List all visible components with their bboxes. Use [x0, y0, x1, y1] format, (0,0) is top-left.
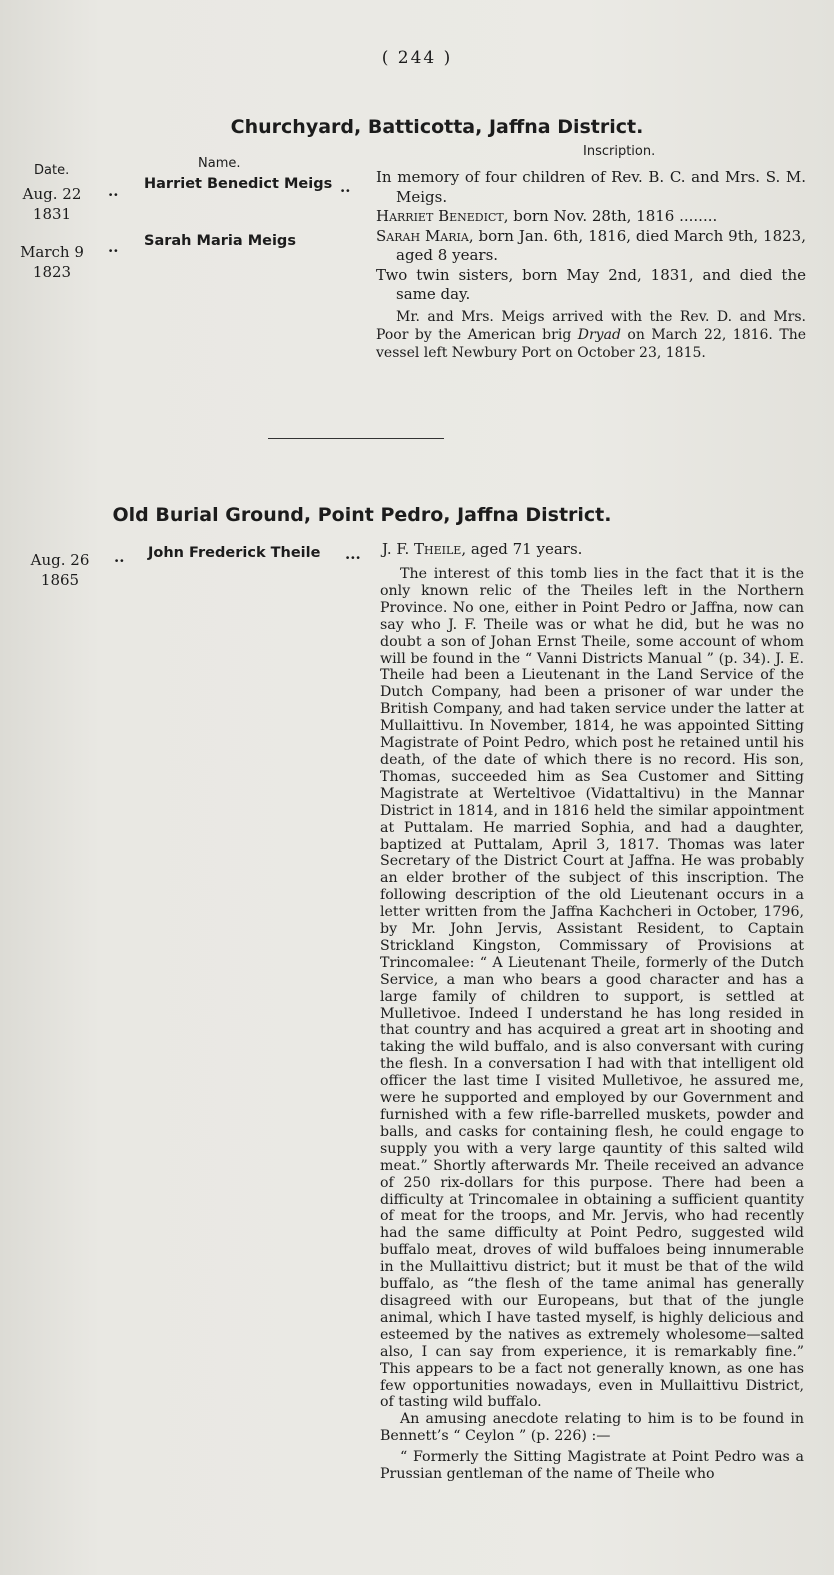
entry-year: 1865 [40, 571, 80, 589]
inscription-text: , born Nov. 28th, 1816 ........ [503, 207, 718, 225]
entry-date [12, 184, 92, 224]
ship-name: Dryad [577, 326, 621, 343]
column-header-name: Name. [198, 156, 241, 171]
inscription-line [376, 207, 806, 227]
commentary-paragraph: The interest of this tomb lies in the fact that it is the only known relic of the Theiles left in the Northern Province. No one, either in Point Pedro or Jaffna, now can say who J. F. Theile was or what he did, but he was no doubt a son of Johan Ernst Theile, some account of whom will be found in the “ Vanni Districts Manual ” (p. 34). J. E. Theile had been a Lieutenant in the Land Service of the Dutch Company, had been a prisoner of war under the British Company, and had taken service under the latter at Mullaittivu. In November, 1814, he was appointed Sitting Magistrate of Point Pedro, which post he retained until his death, of the date of which there is no record. His son, Thomas, succeeded him as Sea Customer and Sitting Magistrate at Werteltivoe (Vidattaltivu) in the Mannar District in 1814, and in 1816 held the similar appointment at Puttalam. He married Sophia, and had a daughter, baptized at Puttalam, April 3, 1817. Thomas was later Secretary of the District Court at Jaffna. He was probably an elder brother of the subject of this inscription. The following description of the old Lieutenant occurs in a letter written from the Jaffna Kachcheri in October, 1796, by Mr. John Jervis, Assistant Resident, to Captain Strickland Kingston, Commissary of Provisions at Trincomalee: “ A Lieutenant Theile, formerly of the Dutch Service, a man who bears a good character and has a large family of children to support, is settled at Mulletivoe. Indeed I understand he has long resided in that country and has acquired a great art in shooting and taking the wild buffalo, and is also conversant with curing the flesh. In a conversation I had with that intelligent old officer the last time I visited Mulletivoe, he assured me, were he supported and employed by our Government and furnished with a few rifle-barrelled muskets, powder and balls, and casks for containing flesh, he could engage to supply you with a very large qauntity of this salted wild meat.” Shortly afterwards Mr. Theile received an advance of 250 rix-dollars for this purpose. There had been a difficulty at Trincomalee in obtaining a sufficient quantity of meat for the troops, and Mr. Jervis, who had recently had the same difficulty at Point Pedro, suggested wild buffalo meat, droves of wild buffaloes being innumerable in the Mullaittivu district; but it must be that of the wild buffalo, as “the flesh of the tame animal has generally disagreed with our Europeans, but that of the jungle animal, which I have tasted myself, is highly delicious and esteemed by the natives as extremely wholesome—salted also, I can say from experience, it is remarkably fine.” This appears to be a fact not generally known, as one has few opportunities nowadays, even in Mullaittivu District, of tasting wild buffalo. [380, 566, 804, 1411]
note-text: Mr. and Mrs. Meigs arrived with the Rev. D. and Mrs. Poor by the American brig [376, 308, 806, 343]
commentary [380, 566, 804, 1483]
section-divider [268, 438, 444, 439]
inscription-point-pedro [382, 540, 812, 560]
leader-dots: .. [108, 238, 119, 256]
inscription-name: Sarah Maria [376, 226, 469, 245]
inscription-line [382, 540, 812, 560]
section-heading-batticotta: Churchyard, Batticotta, Jaffna District. [230, 116, 644, 138]
entry-name: Sarah Maria Meigs [144, 233, 296, 249]
entry-year: 1831 [32, 205, 72, 223]
entry-day: Aug. 22 [22, 185, 82, 203]
inscription-name: J. F. Theile [382, 540, 462, 558]
leader-dots: .. [114, 548, 125, 566]
entry-day: March 9 [20, 243, 84, 261]
entry-name: John Frederick Theile [148, 545, 321, 561]
commentary-paragraph: An amusing anecdote relating to him is to be found in Bennett’s “ Ceylon ” (p. 226) :— [380, 1411, 804, 1445]
entry-day: Aug. 26 [30, 551, 90, 569]
note-text: on March 22, 1816. The vessel left Newbury Port on October 23, 1815. [376, 326, 806, 361]
inscription-name: Harriet Benedict [376, 207, 504, 225]
leader-dots: .. [108, 182, 119, 200]
inscription-line: In memory of four children of Rev. B. C. and Mrs. S. M. Meigs. [376, 168, 806, 206]
inscription-text: , born Jan. 6th, 1816, died March 9th, 1823, aged 8 years. [396, 226, 806, 264]
entry-year: 1823 [32, 263, 72, 281]
inscription-batticotta [376, 168, 806, 362]
column-header-inscription: Inscription. [583, 144, 656, 159]
page-number: ( 244 ) [381, 48, 453, 68]
section-heading-point-pedro: Old Burial Ground, Point Pedro, Jaffna District. [112, 504, 612, 526]
leader-dots: .. [340, 178, 351, 196]
inscription-note [376, 308, 806, 362]
entry-date [12, 242, 92, 282]
quotation-paragraph: “ Formerly the Sitting Magistrate at Point Pedro was a Prussian gentleman of the name of Theile who [380, 1449, 804, 1483]
leader-dots: ... [345, 545, 361, 563]
column-header-date: Date. [34, 163, 70, 178]
entry-date [20, 550, 100, 590]
inscription-line: Two twin sisters, born May 2nd, 1831, and died the same day. [376, 265, 806, 303]
inscription-line [376, 227, 806, 266]
inscription-text: , aged 71 years. [461, 540, 583, 558]
entry-name: Harriet Benedict Meigs [144, 176, 333, 192]
